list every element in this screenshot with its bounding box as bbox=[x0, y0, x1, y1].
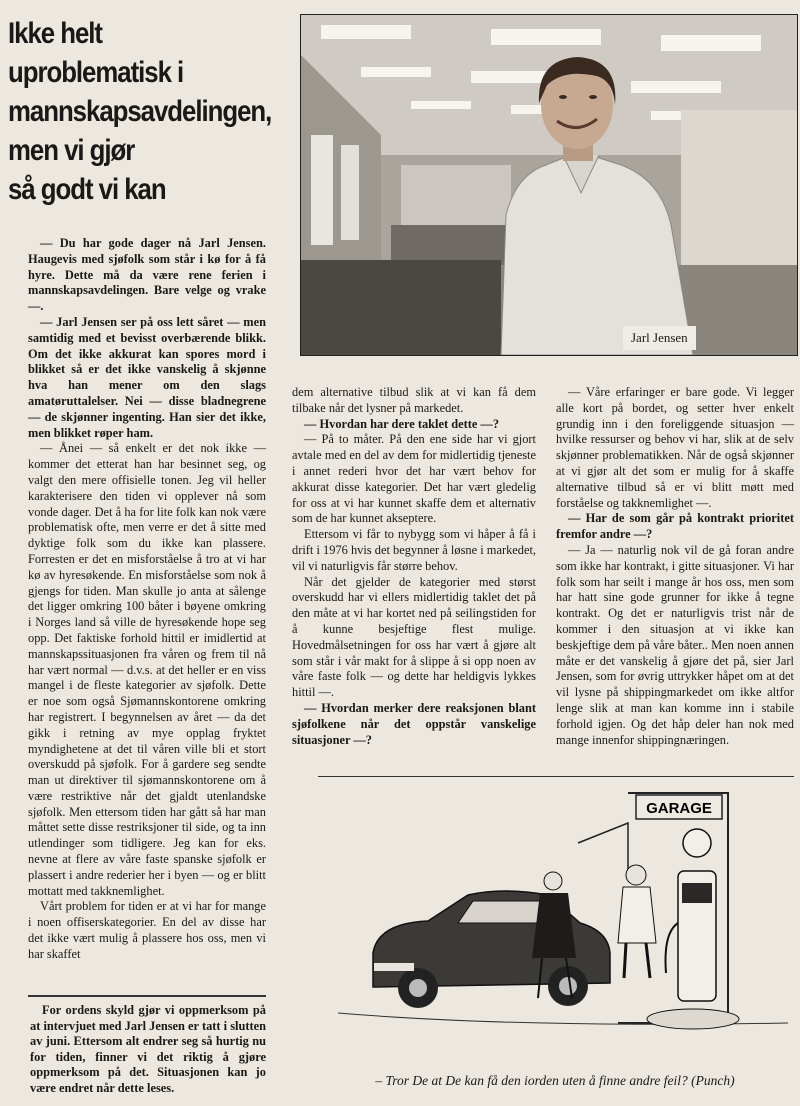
photo-caption: Jarl Jensen bbox=[623, 326, 696, 350]
article-column-3 bbox=[556, 385, 794, 748]
question-paragraph: — Hvordan merker dere reaksjonen blant sjøfolkene når det oppstår vanskelige situasjoner —? bbox=[292, 700, 536, 747]
body-paragraph: — Ånei — så enkelt er det nok ikke — kommer det etterat han har besinnet seg, og valgt den mere offisielle tonen. Jeg vil heller karakterisere den tiden vi opplever nå som vonde dager. Det å ha for lite folk kan nok være problematisk ofte, men verre er det å sitte med dyktige folk som du ikke kan plassere. Forresten er det en misforståelse å tro at vi har kø av hyresøkende. En misforståelse som nok å gjengs for tiden. Man skulle jo anta at sålenge det ligger omkring 100 båter i bøyene omkring i Norges land så ville de hyresøkende hope seg opp. Det faktiske forhold hittil er imidlertid at mannskapssituasjonen fra våren og frem til nå har vært normal — d.v.s. at det heller er en viss mangel i de fleste kategorier av sjøfolk. Dette er noe som også Sjømannskontorene omkring har registrert. I begynnelsen av året — da det gikk i retning av mye opplag fryktet myndighetene at det til våren ville bli et stort overskudd på sjøfolk. For å gardere seg sendte man ut direktiver til sjømannskontorene om å være restriktive når det gjaldt utenlandske sjøfolk. Men ettersom tiden har gått så har man måttet sette disse restriksjoner til side, og ta inn utlendinger som tidligere. Jeg kan for eks. nevne at flere av våre faste spanske sjøfolk er plassert i andre rederier her i byen — og er blitt mottatt med takknemlighet. bbox=[28, 441, 266, 898]
body-paragraph: dem alternative tilbud slik at vi kan få dem tilbake når det lysner på markedet. bbox=[292, 385, 536, 415]
article-column-1 bbox=[28, 236, 266, 963]
headline-line: uproblematisk i bbox=[8, 56, 184, 89]
question-paragraph: — Har de som går på kontrakt prioritet fremfor andre —? bbox=[556, 511, 794, 542]
headline-line: men vi gjør bbox=[8, 134, 135, 167]
article-column-2 bbox=[292, 385, 536, 748]
intro-paragraph: — Jarl Jensen ser på oss lett såret — men samtidig med et bevisst overbærende blikk. Om det ikke akkurat kan spores mord i blikket så er det ikke vanskelig å skjønne hva han mener om den slags amatøruttalelser. Nei — disse bladnegrene — de skjønner ingenting. Han sier det ikke, men blikket røper ham. bbox=[28, 314, 266, 440]
cartoon-caption: – Tror De at De kan få den iorden uten å finne andre feil? (Punch) bbox=[375, 1073, 735, 1088]
article-headline bbox=[8, 14, 272, 209]
garage-cartoon-drawing bbox=[318, 783, 792, 1053]
body-paragraph: Vårt problem for tiden er at vi har for mange i noen offiserskategorier. En del av disse har det ikke vært mulig å plassere hos oss, men vi har skaffet bbox=[28, 899, 266, 961]
note-text: For ordens skyld gjør vi oppmerksom på at intervjuet med Jarl Jensen er tatt i slutten av juni. Ettersom alt endrer seg så hurtig nu for tiden, finner vi det riktig å gjøre oppmerksom på det. Situasjonen kan jo være endret når dette leses. bbox=[30, 1003, 266, 1095]
body-paragraph: — Ja — naturlig nok vil de gå foran andre som ikke har kontrakt, i gitte situasjoner. Vi har folk som har seilt i mange år hos oss, men som har hatt sine gode grunner for ikke å tegne kontrakt. Og det er naturligvis trist når de kommer i den situasjon at vi ikke kan beskjeftige dem på våre båter.. Men noen annen måte er det vanskelig å gjøre det på, sier Jarl Jensen, som for øvrig uttrykker håpet om at det vil lysne på shippingmarkedet om ikke altfor lenge slik at man kan komme inn i stabile forhold igjen. Og det håp deler han nok med mange innenfor shippingnæringen. bbox=[556, 542, 794, 747]
question-paragraph: — Hvordan har dere taklet dette —? bbox=[304, 416, 500, 431]
body-paragraph: — På to måter. På den ene side har vi gjort avtale med en del av dem for midlertidig tjeneste i annet rederi hvor det har vært behov for akkurat disse kategorier. Det har vært gledelig for oss at vi har kunnet skaffe dem et alternativ som de har kunnet akseptere. bbox=[292, 432, 536, 526]
garage-sign: GARAGE bbox=[646, 800, 712, 817]
headline-line: så godt vi kan bbox=[8, 173, 166, 206]
headline-line: mannskapsavdelingen, bbox=[8, 95, 272, 128]
headline-line: Ikke helt bbox=[8, 17, 102, 50]
body-paragraph: — Våre erfaringer er bare gode. Vi legger alle kort på bordet, og setter hver enkelt grundig inn i den foreliggende situasjon — hvilke ressurser og behov vi har, slik at de selv skjønner problematikken. Når de også skjønner at vi gjør alt det som er mulig for å skaffe alternative tilbud så er vi blitt møtt med forståelse og takknemlighet —. bbox=[556, 385, 794, 510]
note-divider bbox=[28, 995, 266, 997]
portrait-photo bbox=[300, 14, 798, 356]
body-paragraph: Ettersom vi får to nybygg som vi håper å få i drift i 1976 hvis det begynner å løsne i markedet, vil vi naturligvis får større behov. bbox=[292, 527, 536, 573]
section-divider bbox=[318, 776, 794, 777]
intro-paragraph: — Du har gode dager nå Jarl Jensen. Haugevis med sjøfolk som står i kø for å få hyre. Dette må da være rene ferien i mannskapsavdelingen. Bare velge og vrake —. bbox=[28, 236, 266, 314]
cartoon-illustration bbox=[318, 783, 792, 1053]
body-paragraph: Når det gjelder de kategorier med størst overskudd har vi ellers midlertidig taklet det på den måte at vi har kortet ned på seilingstiden for å kunne besjeftige flest mulige. Hovedmålsetningen for oss har vært å gjøre alt som står i vår makt for å slippe å si opp noen av våre faste folk — og dette har heldigvis lykkes hittil —. bbox=[292, 574, 536, 700]
editor-note bbox=[30, 1003, 266, 1097]
photo-illustration bbox=[301, 15, 797, 355]
